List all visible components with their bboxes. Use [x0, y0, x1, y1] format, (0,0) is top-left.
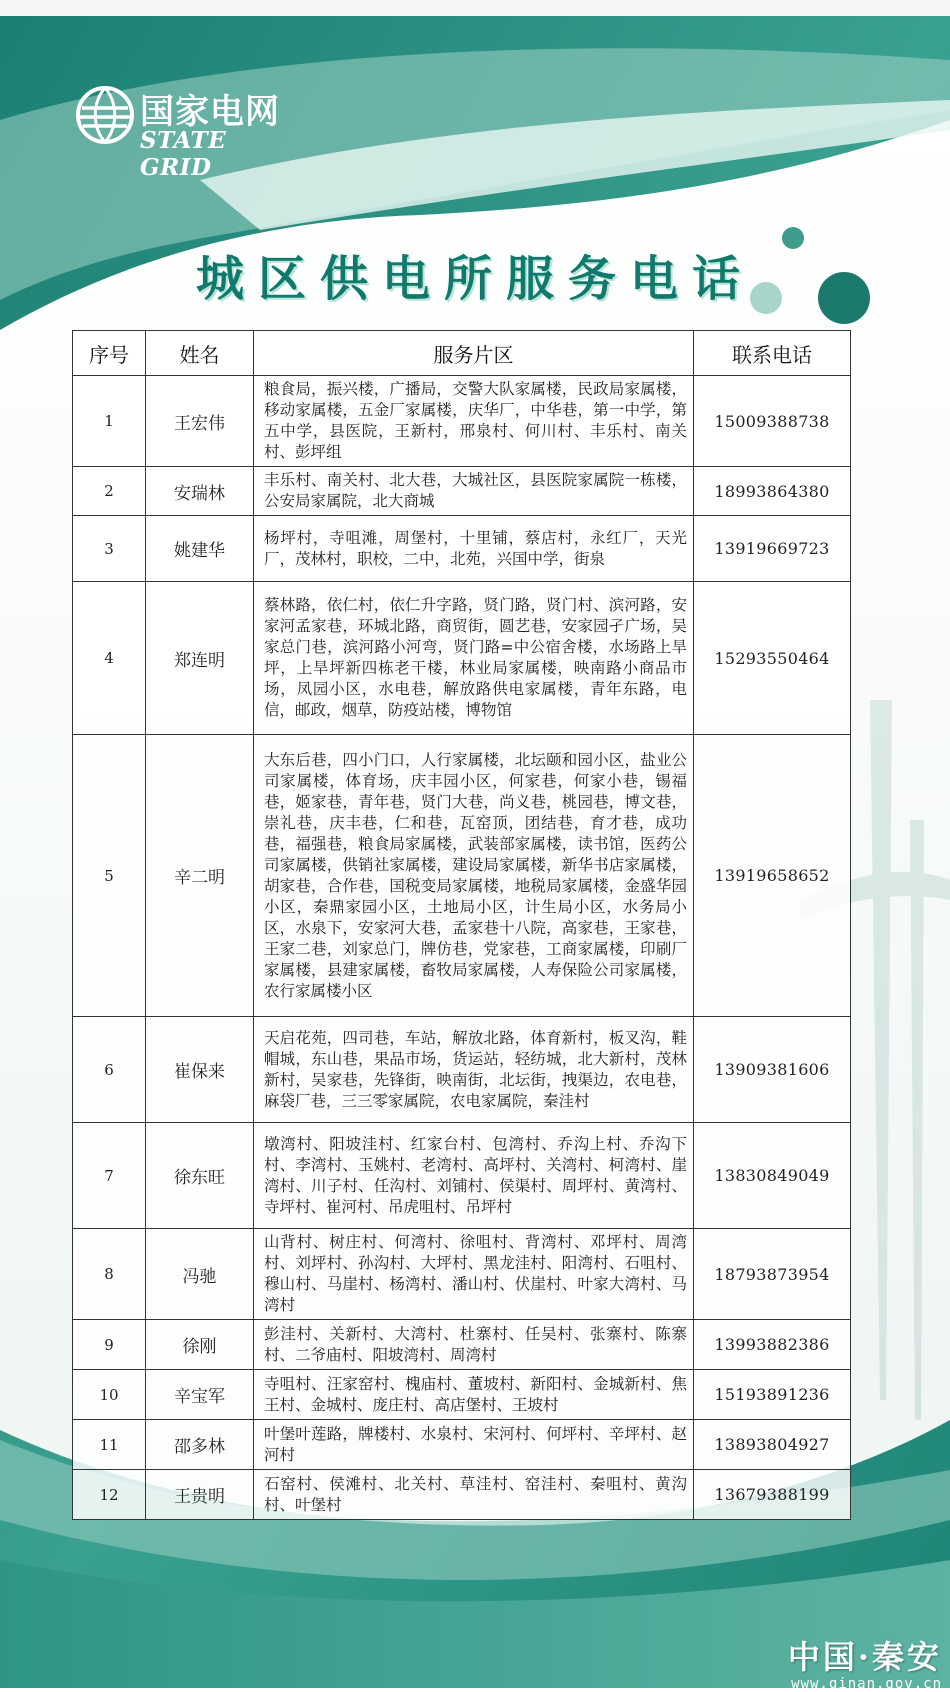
- row-no: 2: [73, 467, 146, 516]
- row-phone: 15009388738: [694, 376, 851, 467]
- row-phone: 13919669723: [694, 516, 851, 582]
- header-name: 姓名: [146, 331, 254, 376]
- table-row: [73, 1420, 851, 1470]
- table-row: [73, 376, 851, 467]
- row-phone: 13679388199: [694, 1470, 851, 1520]
- row-area: 石窑村、侯滩村、北关村、草洼村、窑洼村、秦咀村、黄沟村、叶堡村: [254, 1470, 694, 1520]
- row-area: 天启花苑，四司巷，车站，解放北路，体育新村，板叉沟，鞋帽城，东山巷，果品市场，货运站，轻纺城，北大新村，茂林新村，吴家巷，先锋街，映南街，北坛街，拽渠边，农电巷，麻袋厂巷，三三零家属院，农电家属院，秦洼村: [254, 1017, 694, 1123]
- row-no: 11: [73, 1420, 146, 1470]
- row-no: 9: [73, 1320, 146, 1370]
- row-area: 丰乐村、南关村、北大巷，大城社区，县医院家属院一栋楼，公安局家属院，北大商城: [254, 467, 694, 516]
- row-name: 冯驰: [146, 1229, 254, 1320]
- table-row: [73, 1470, 851, 1520]
- row-area: 叶堡叶莲路，牌楼村、水泉村、宋河村、何坪村、辛坪村、赵河村: [254, 1420, 694, 1470]
- row-phone: 13919658652: [694, 735, 851, 1017]
- row-name: 辛二明: [146, 735, 254, 1017]
- row-name: 辛宝军: [146, 1370, 254, 1420]
- row-no: 3: [73, 516, 146, 582]
- header-phone: 联系电话: [694, 331, 851, 376]
- row-name: 姚建华: [146, 516, 254, 582]
- site-watermark: [788, 1632, 942, 1692]
- site-name-cn: 中国·秦安: [787, 1638, 942, 1676]
- row-name: 邵多林: [146, 1420, 254, 1470]
- row-no: 12: [73, 1470, 146, 1520]
- row-phone: 13993882386: [694, 1320, 851, 1370]
- table-row: [73, 582, 851, 735]
- row-name: 王贵明: [146, 1470, 254, 1520]
- row-area: 彭洼村、关新村、大湾村、杜寨村、任吴村、张寨村、陈寨村、二爷庙村、阳坡湾村、周湾村: [254, 1320, 694, 1370]
- row-area: 杨坪村，寺咀滩，周堡村，十里铺，蔡店村，永红厂，天光厂，茂林村，职校，二中，北苑，兴国中学，街泉: [254, 516, 694, 582]
- page-title: 城区供电所服务电话: [195, 251, 754, 307]
- row-area: 山背村、树庄村、何湾村、徐咀村、背湾村、邓坪村、周湾村、刘坪村、孙沟村、大坪村、黑龙洼村、阳湾村、石咀村、穆山村、马崖村、杨湾村、潘山村、伏崖村、叶家大湾村、马湾村: [254, 1229, 694, 1320]
- table-row: [73, 1320, 851, 1370]
- row-phone: 13893804927: [694, 1420, 851, 1470]
- row-no: 5: [73, 735, 146, 1017]
- row-no: 4: [73, 582, 146, 735]
- row-name: 郑连明: [146, 582, 254, 735]
- row-area: 寺咀村、汪家窑村、槐庙村、董坡村、新阳村、金城新村、焦王村、金城村、庞庄村、高店堡村、王坡村: [254, 1370, 694, 1420]
- row-phone: 18993864380: [694, 467, 851, 516]
- row-phone: 18793873954: [694, 1229, 851, 1320]
- row-phone: 13909381606: [694, 1017, 851, 1123]
- brand-name-cn: 国家电网: [140, 92, 280, 132]
- brand-name-en: STATE GRID: [140, 127, 227, 181]
- globe-icon: [74, 84, 136, 146]
- table-row: [73, 1123, 851, 1229]
- table-row: [73, 1370, 851, 1420]
- table-header-row: [73, 331, 851, 376]
- row-no: 8: [73, 1229, 146, 1320]
- row-area: 蔡林路，依仁村，依仁升字路，贤门路，贤门村、滨河路，安家河孟家巷，环城北路，商贸街，圆艺巷，安家园孑广场，吴家总门巷，滨河路小河弯，贤门路=中公宿舍楼，水场路上旱坪，上旱坪新四栋老干楼，林业局家属楼，映南路小商品市场，凤园小区，水电巷，解放路供电家属楼，青年东路，电信，邮政，烟草，防疫站楼，博物馆: [254, 582, 694, 735]
- row-phone: 15293550464: [694, 582, 851, 735]
- row-name: 安瑞林: [146, 467, 254, 516]
- row-phone: 13830849049: [694, 1123, 851, 1229]
- row-no: 1: [73, 376, 146, 467]
- table-row: [73, 1017, 851, 1123]
- row-area: 墩湾村、阳坡洼村、红家台村、包湾村、乔沟上村、乔沟下村、李湾村、玉姚村、老湾村、高坪村、关湾村、柯湾村、崖湾村、川子村、任沟村、刘铺村、侯渠村、周坪村、黄湾村、寺坪村、崔河村、吊虎咀村、吊坪村: [254, 1123, 694, 1229]
- header-no: 序号: [73, 331, 146, 376]
- service-phone-table: [72, 330, 851, 1520]
- row-no: 6: [73, 1017, 146, 1123]
- row-name: 徐刚: [146, 1320, 254, 1370]
- table-row: [73, 516, 851, 582]
- row-no: 10: [73, 1370, 146, 1420]
- table-row: [73, 1229, 851, 1320]
- row-area: 大东后巷，四小门口，人行家属楼，北坛颐和园小区，盐业公司家属楼，体育场，庆丰园小区，何家巷，何家小巷，锡福巷，姬家巷，青年巷，贤门大巷，尚义巷，桃园巷，博文巷，崇礼巷，庆丰巷，仁和巷，瓦窑顶，团结巷，育才巷，成功巷，福强巷，粮食局家属楼，武装部家属楼，读书馆，医药公司家属楼，供销社家属楼，建设局家属楼，新华书店家属楼，胡家巷，合作巷，国税变局家属楼，地税局家属楼，金盛华园小区，秦鼎家园小区，土地局小区，计生局小区，水务局小区，水泉下，安家河大巷，孟家巷十八院，高家巷，王家巷，王家二巷，刘家总门，牌仿巷，党家巷，工商家属楼，印刷厂家属楼，县建家属楼，畜牧局家属楼，人寿保险公司家属楼，农行家属楼小区: [254, 735, 694, 1017]
- row-name: 王宏伟: [146, 376, 254, 467]
- row-name: 徐东旺: [146, 1123, 254, 1229]
- table-row: [73, 735, 851, 1017]
- row-name: 崔保来: [146, 1017, 254, 1123]
- state-grid-logo: [74, 80, 284, 181]
- header-area: 服务片区: [254, 331, 694, 376]
- row-area: 粮食局，振兴楼，广播局，交警大队家属楼，民政局家属楼，移动家属楼，五金厂家属楼，庆华厂，中华巷，第一中学，第五中学，县医院，王新村，邢泉村、何川村、丰乐村、南关村、彭坪组: [254, 376, 694, 467]
- row-phone: 15193891236: [694, 1370, 851, 1420]
- site-url: www.qinan.gov.cn: [791, 1676, 942, 1692]
- table-row: [73, 467, 851, 516]
- row-no: 7: [73, 1123, 146, 1229]
